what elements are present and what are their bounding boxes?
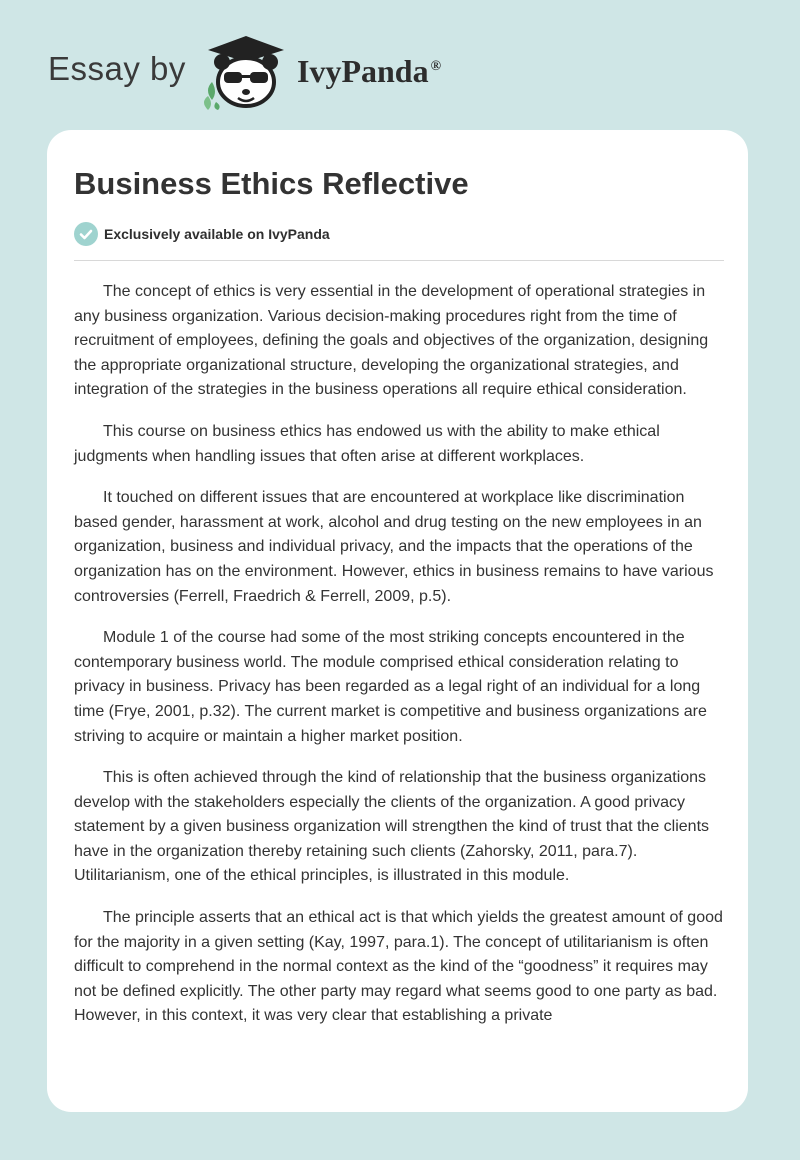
- paragraph: It touched on different issues that are encountered at workplace like discrimination based gender, harassment at work, alcohol and drug testing on the new employees in an organization, business and individual privacy, and the impacts that the operations of the organization has on the environment. However, ethics in business remains to have various controversies (Ferrell, Fraedrich & Ferrell, 2009, p.5).: [74, 489, 714, 605]
- essay-body: [74, 280, 726, 1046]
- essay-card: [47, 130, 748, 1112]
- paragraph: Module 1 of the course had some of the most striking concepts encountered in the contemporary business world. The module comprised ethical consideration relating to privacy in business. Privacy has been regarded as a legal right of an individual for a long time (Frye, 2001, p.32). The current market is competitive and business organizations are striving to acquire or maintain a higher market position.: [74, 629, 707, 745]
- brand-name[interactable]: [297, 53, 441, 90]
- essay-by-label: Essay by: [48, 50, 186, 87]
- exclusive-badge: [74, 222, 330, 246]
- registered-mark: ®: [430, 59, 442, 75]
- ivypanda-logo[interactable]: [198, 30, 294, 110]
- paragraph: This is often achieved through the kind of relationship that the business organizations develop with the stakeholders especially the clients of the organization. A good privacy statement by a given business organization will strengthen the kind of trust that the clients have in the organization thereby retaining such clients (Zahorsky, 2011, para.7). Utilitarianism, one of the ethical principles, is illustrated in this module.: [74, 769, 710, 885]
- paragraph: The principle asserts that an ethical act is that which yields the greatest amount of good for the majority in a given setting (Kay, 1997, para.1). The concept of utilitarianism is often difficult to comprehend in the normal context as the kind of the “goodness” it requires may not be defined explicitly. The other party may regard what seems good to one party as bad. However, in this context, it was very clear that establishing a private: [74, 909, 723, 1025]
- divider: [74, 260, 724, 261]
- panda-icon: [198, 30, 294, 110]
- paragraph: The concept of ethics is very essential in the development of operational strategies in any business organization. Various decision-making procedures right from the time of recruitment of employees, defining the goals and objectives of the organization, designing the appropriate organizational structure, developing the organizational strategies, and integration of the strategies in the business operations all require ethical consideration.: [74, 283, 709, 399]
- badge-text: Exclusively available on IvyPanda: [104, 226, 330, 242]
- brand-name-text: IvyPanda: [297, 53, 429, 89]
- check-icon: [74, 222, 98, 246]
- paragraph: This course on business ethics has endowed us with the ability to make ethical judgments when handling issues that often arise at different workplaces.: [74, 422, 660, 465]
- page-title: Business Ethics Reflective: [74, 166, 469, 201]
- site-header: [0, 0, 800, 130]
